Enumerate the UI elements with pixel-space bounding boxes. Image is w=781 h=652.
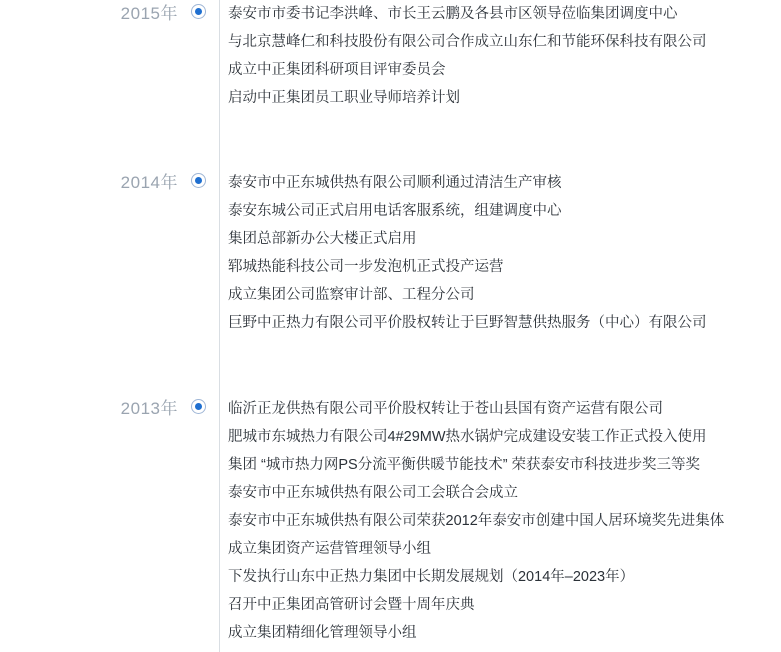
event-item: 泰安东城公司正式启用电话客服系统，组建调度中心 [228, 203, 562, 219]
timeline-year-group-2015 [0, 0, 781, 112]
event-item: 泰安市市委书记李洪峰、市长王云鹏及各县市区领导莅临集团调度中心 [228, 6, 678, 22]
event-item: 郓城热能科技公司一步发泡机正式投产运营 [228, 259, 504, 275]
event-item: 下发执行山东中正热力集团中长期发展规划（2014年–2023年） [228, 569, 635, 585]
event-item: 集团 “城市热力网PS分流平衡供暖节能技术” 荣获泰安市科技进步奖三等奖 [228, 457, 701, 473]
timeline-marker-col-2014 [190, 169, 228, 197]
event-item: 泰安市中正东城供热有限公司顺利通过清洁生产审核 [228, 175, 562, 191]
timeline-year-group-2014 [0, 169, 781, 337]
event-list-2013 [228, 395, 781, 647]
event-item: 泰安市中正东城供热有限公司荣获2012年泰安市创建中国人居环境奖先进集体 [228, 513, 725, 529]
event-list-2015 [228, 0, 781, 112]
timeline-marker-icon[interactable] [191, 4, 206, 19]
year-label-2013: 2013年 [120, 399, 178, 418]
timeline-marker-icon[interactable] [191, 399, 206, 414]
timeline-year-group-2013 [0, 395, 781, 647]
event-item: 泰安市中正东城供热有限公司工会联合会成立 [228, 485, 518, 501]
event-item: 肥城市东城热力有限公司4#29MW热水锅炉完成建设安装工作正式投入使用 [228, 429, 707, 445]
event-item: 成立集团精细化管理领导小组 [228, 625, 417, 641]
event-item: 召开中正集团高管研讨会暨十周年庆典 [228, 597, 475, 613]
event-item: 成立中正集团科研项目评审委员会 [228, 62, 446, 78]
timeline-marker-icon[interactable] [191, 173, 206, 188]
event-item: 临沂正龙供热有限公司平价股权转让于苍山县国有资产运营有限公司 [228, 401, 663, 417]
event-item: 成立集团公司监察审计部、工程分公司 [228, 287, 475, 303]
event-item: 巨野中正热力有限公司平价股权转让于巨野智慧供热服务（中心）有限公司 [228, 315, 707, 331]
event-item: 成立集团资产运营管理领导小组 [228, 541, 431, 557]
timeline-marker-col-2013 [190, 395, 228, 423]
event-item: 与北京慧峰仁和科技股份有限公司合作成立山东仁和节能环保科技有限公司 [228, 34, 707, 50]
event-list-2014 [228, 169, 781, 337]
event-item: 启动中正集团员工职业导师培养计划 [228, 90, 460, 106]
event-item: 集团总部新办公大楼正式启用 [228, 231, 417, 247]
year-label-2015: 2015年 [120, 4, 178, 23]
year-label-2014: 2014年 [120, 173, 178, 192]
timeline-marker-col-2015 [190, 0, 228, 28]
